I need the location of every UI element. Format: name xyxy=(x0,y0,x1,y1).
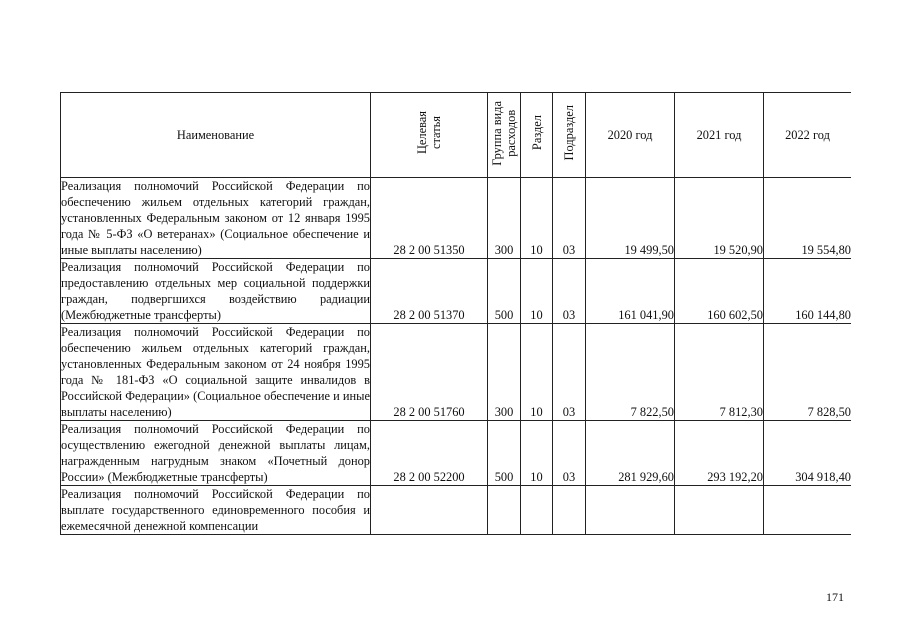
row-2022: 19 554,80 xyxy=(764,178,852,259)
row-2022 xyxy=(764,486,852,535)
row-2020: 19 499,50 xyxy=(586,178,675,259)
row-target-article: 28 2 00 51370 xyxy=(371,259,488,324)
row-section: 10 xyxy=(521,178,553,259)
row-section: 10 xyxy=(521,259,553,324)
row-expense-group: 300 xyxy=(488,324,521,421)
row-name: Реализация полномочий Российской Федерации по выплате государственного единовременного пособия и ежемесячной денежной компенсации xyxy=(61,487,370,533)
row-2022: 304 918,40 xyxy=(764,421,852,486)
row-2020: 281 929,60 xyxy=(586,421,675,486)
header-target-article xyxy=(371,93,488,178)
row-section: 10 xyxy=(521,324,553,421)
row-target-article xyxy=(371,486,488,535)
row-subsection xyxy=(553,486,586,535)
row-expense-group: 500 xyxy=(488,421,521,486)
header-2021: 2021 год xyxy=(675,93,764,178)
row-expense-group xyxy=(488,486,521,535)
row-expense-group: 300 xyxy=(488,178,521,259)
row-2021 xyxy=(675,486,764,535)
row-section xyxy=(521,486,553,535)
row-subsection: 03 xyxy=(553,178,586,259)
header-2020: 2020 год xyxy=(586,93,675,178)
header-expense-group xyxy=(488,93,521,178)
header-subsection xyxy=(553,93,586,178)
row-2021: 293 192,20 xyxy=(675,421,764,486)
row-2022: 160 144,80 xyxy=(764,259,852,324)
row-target-article: 28 2 00 52200 xyxy=(371,421,488,486)
row-2021: 7 812,30 xyxy=(675,324,764,421)
header-expense-group-label: Группа вида расходов xyxy=(490,100,518,166)
header-subsection-label: Подраздел xyxy=(562,105,576,161)
row-subsection: 03 xyxy=(553,421,586,486)
row-target-article: 28 2 00 51760 xyxy=(371,324,488,421)
row-expense-group: 500 xyxy=(488,259,521,324)
row-target-article: 28 2 00 51350 xyxy=(371,178,488,259)
header-target-article-label: Целевая статья xyxy=(415,111,443,155)
table-row xyxy=(61,421,852,486)
budget-table-frame xyxy=(60,92,851,578)
table-row xyxy=(61,324,852,421)
row-2021: 160 602,50 xyxy=(675,259,764,324)
row-2020 xyxy=(586,486,675,535)
table-row xyxy=(61,259,852,324)
header-2022: 2022 год xyxy=(764,93,852,178)
budget-table xyxy=(60,92,851,535)
page-number: 171 xyxy=(826,590,844,604)
row-2021: 19 520,90 xyxy=(675,178,764,259)
row-section: 10 xyxy=(521,421,553,486)
header-name: Наименование xyxy=(61,93,371,178)
row-2020: 7 822,50 xyxy=(586,324,675,421)
row-2022: 7 828,50 xyxy=(764,324,852,421)
row-subsection: 03 xyxy=(553,259,586,324)
header-section xyxy=(521,93,553,178)
row-name: Реализация полномочий Российской Федерации по обеспечению жильем отдельных категорий граждан, установленных Федеральным законом от 24 ноября 1995 года № 181-ФЗ «О социальной защите инвалидов в Российской Федерации» (Социальное обеспечение и иные выплаты населению) xyxy=(61,325,370,419)
row-name: Реализация полномочий Российской Федерации по предоставлению отдельных мер социальной поддержки граждан, подвергшихся воздействию радиации (Межбюджетные трансферты) xyxy=(61,260,370,322)
row-name: Реализация полномочий Российской Федерации по осуществлению ежегодной денежной выплаты лицам, награжденным нагрудным знаком «Почетный донор России» (Межбюджетные трансферты) xyxy=(61,422,370,484)
table-row xyxy=(61,486,852,535)
row-name: Реализация полномочий Российской Федерации по обеспечению жильем отдельных категорий граждан, установленных Федеральным законом от 12 января 1995 года № 5-ФЗ «О ветеранах» (Социальное обеспечение и иные выплаты населению) xyxy=(61,179,370,257)
row-subsection: 03 xyxy=(553,324,586,421)
header-section-label: Раздел xyxy=(529,115,544,151)
table-row xyxy=(61,178,852,259)
row-2020: 161 041,90 xyxy=(586,259,675,324)
header-row xyxy=(61,93,852,178)
